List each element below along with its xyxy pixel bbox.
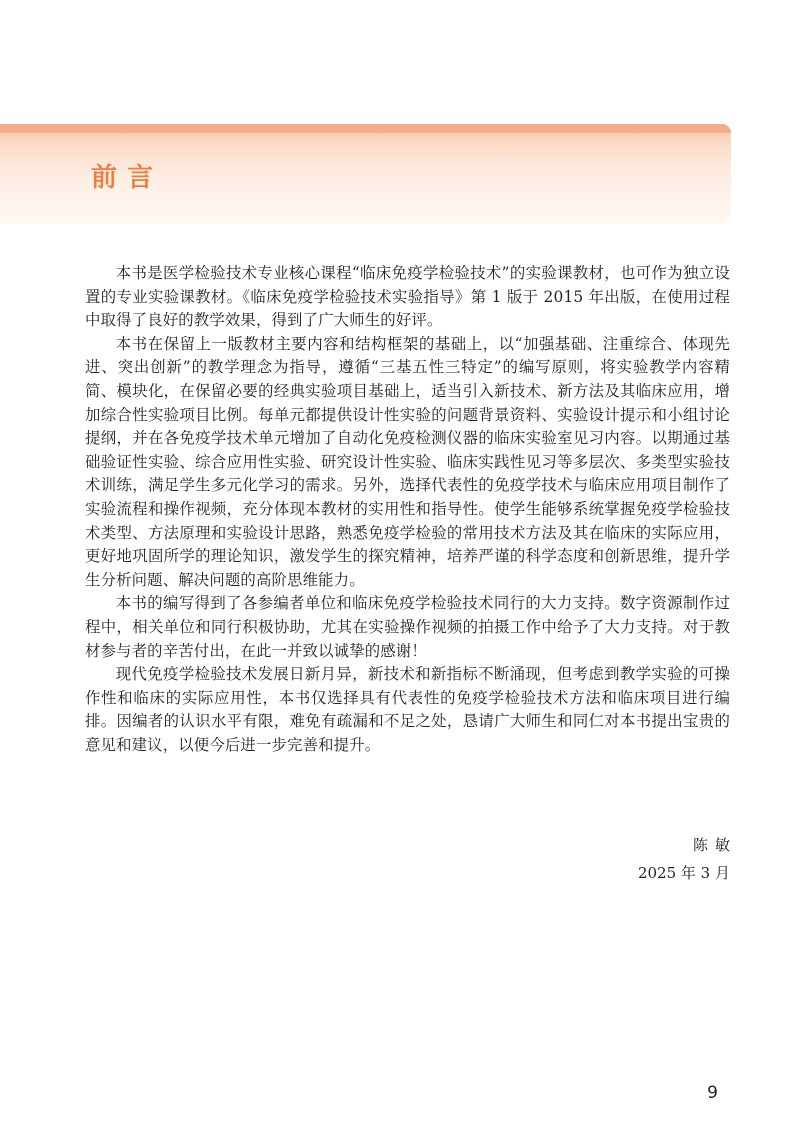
paragraph-acknowledgements: 本书的编写得到了各参编者单位和临床免疫学检验技术同行的大力支持。数字资源制作过程中，相关单位和同行积极协助，尤其在实验操作视频的拍摄工作中给予了大力支持。对于教材参与者的辛苦付出，在此一并致以诚挚的感谢！	[85, 594, 730, 660]
page-title: 前言	[91, 163, 164, 193]
paragraph-intro: 本书是医学检验技术专业核心课程“临床免疫学检验技术”的实验课教材，也可作为独立设置的专业实验课教材。《临床免疫学检验技术实验指导》第 1 版于 2015 年出版，在使用过程中取得了良好的教学效果，得到了广大师生的好评。	[85, 264, 730, 330]
signature-block	[637, 833, 737, 885]
signature-date: 2025 年 3 月	[637, 864, 730, 882]
paragraph-closing: 现代免疫学检验技术发展日新月异，新技术和新指标不断涌现，但考虑到教学实验的可操作性和临床的实际应用性，本书仅选择具有代表性的免疫学检验技术方法和临床项目进行编排。因编者的认识水平有限，难免有疏漏和不足之处，恳请广大师生和同仁对本书提出宝贵的意见和建议，以便今后进一步完善和提升。	[85, 665, 730, 754]
paragraph-content-design: 本书在保留上一版教材主要内容和结构框架的基础上，以“加强基础、注重综合、体现先进、突出创新”的教学理念为指导，遵循“三基五性三特定”的编写原则，将实验教学内容精简、模块化，在保留必要的经典实验项目基础上，适当引入新技术、新方法及其临床应用，增加综合性实验项目比例。每单元都提供设计性实验的问题背景资料、实验设计提示和小组讨论提纲，并在各免疫学技术单元增加了自动化免疫检测仪器的临床实验室见习内容。以期通过基础验证性实验、综合应用性实验、研究设计性实验、临床实践性见习等多层次、多类型实验技术训练，满足学生多元化学习的需求。另外，选择代表性的免疫学技术与临床应用项目制作了实验流程和操作视频，充分体现本教材的实用性和指导性。使学生能够系统掌握免疫学检验技术类型、方法原理和实验设计思路，熟悉免疫学检验的常用技术方法及其在临床的实际应用，更好地巩固所学的理论知识，激发学生的探究精神，培养严谨的科学态度和创新思维，提升学生分析问题、解决问题的高阶思维能力。	[85, 334, 730, 589]
page-number: 9	[707, 1083, 718, 1103]
author-name: 陈敏	[692, 836, 737, 854]
preface-body	[85, 262, 730, 757]
